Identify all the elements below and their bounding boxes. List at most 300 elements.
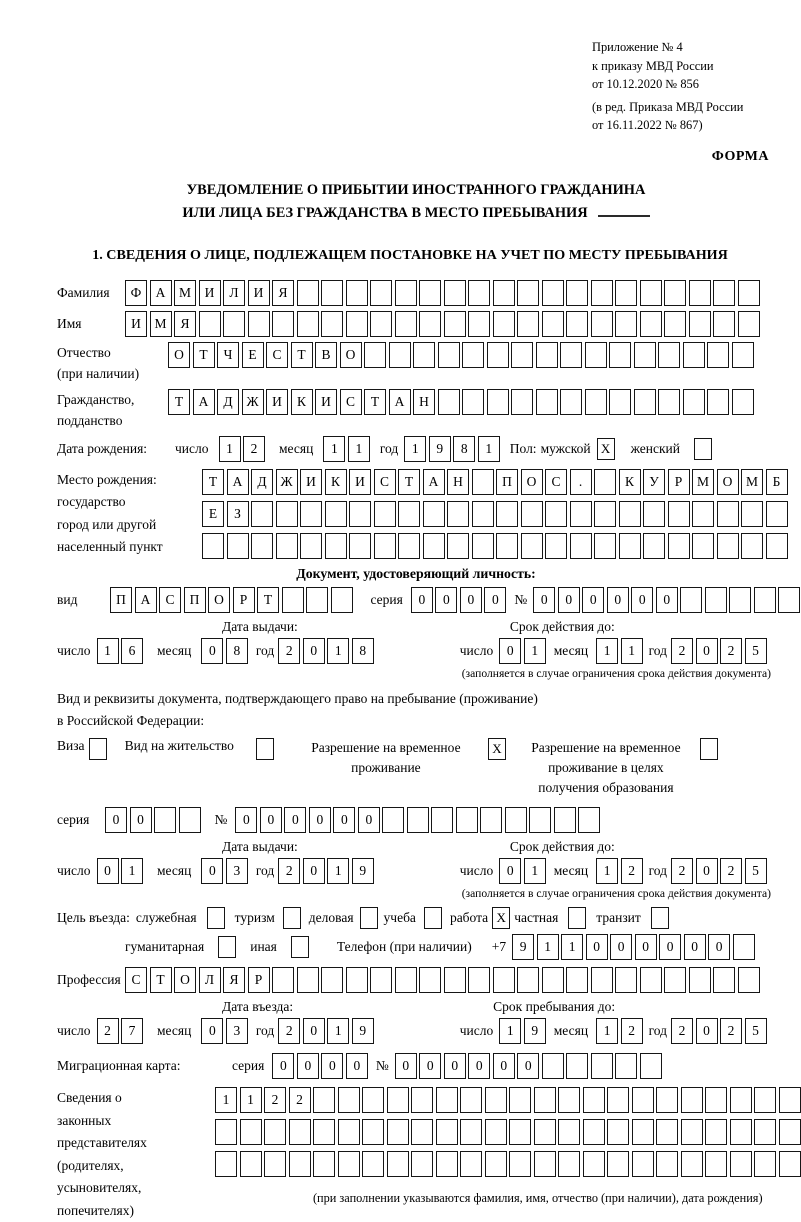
char-cell[interactable]: М — [174, 280, 196, 306]
char-cell[interactable]: 0 — [558, 587, 580, 613]
char-cell[interactable] — [297, 967, 319, 993]
char-cell[interactable] — [438, 389, 460, 415]
char-cell[interactable]: Т — [202, 469, 224, 495]
char-cell[interactable] — [681, 1087, 703, 1113]
char-cell[interactable] — [779, 1151, 801, 1177]
char-cell[interactable]: 8 — [453, 436, 475, 462]
purpose-official-checkbox[interactable] — [207, 907, 225, 929]
char-cell[interactable] — [656, 1119, 678, 1145]
char-cell[interactable] — [754, 1119, 776, 1145]
char-cell[interactable]: 1 — [499, 1018, 521, 1044]
char-cell[interactable]: 1 — [327, 638, 349, 664]
char-cell[interactable] — [738, 311, 760, 337]
char-cell[interactable] — [615, 967, 637, 993]
char-cell[interactable] — [264, 1119, 286, 1145]
char-cell[interactable] — [179, 807, 201, 833]
char-cell[interactable]: П — [496, 469, 518, 495]
char-cell[interactable]: 0 — [708, 934, 730, 960]
char-cell[interactable] — [272, 967, 294, 993]
char-cell[interactable] — [732, 342, 754, 368]
char-cell[interactable]: В — [315, 342, 337, 368]
char-cell[interactable]: У — [643, 469, 665, 495]
residence-permit-checkbox[interactable] — [256, 738, 274, 760]
char-cell[interactable]: 0 — [635, 934, 657, 960]
entry-day-boxes[interactable] — [97, 1018, 144, 1044]
char-cell[interactable] — [289, 1151, 311, 1177]
char-cell[interactable] — [680, 587, 702, 613]
char-cell[interactable] — [766, 501, 788, 527]
char-cell[interactable] — [511, 389, 533, 415]
char-cell[interactable] — [248, 311, 270, 337]
char-cell[interactable] — [468, 280, 490, 306]
char-cell[interactable] — [730, 1119, 752, 1145]
char-cell[interactable]: Р — [233, 587, 255, 613]
char-cell[interactable] — [640, 1053, 662, 1079]
char-cell[interactable] — [754, 1087, 776, 1113]
char-cell[interactable] — [215, 1119, 237, 1145]
char-cell[interactable] — [779, 1119, 801, 1145]
representatives-row1-boxes[interactable] — [215, 1087, 801, 1113]
char-cell[interactable] — [346, 967, 368, 993]
stay-day-boxes[interactable] — [499, 1018, 546, 1044]
char-cell[interactable] — [215, 1151, 237, 1177]
char-cell[interactable] — [223, 311, 245, 337]
char-cell[interactable] — [493, 967, 515, 993]
char-cell[interactable]: 0 — [499, 638, 521, 664]
char-cell[interactable]: 5 — [745, 638, 767, 664]
char-cell[interactable]: Я — [174, 311, 196, 337]
char-cell[interactable]: Д — [251, 469, 273, 495]
char-cell[interactable] — [583, 1119, 605, 1145]
char-cell[interactable]: С — [374, 469, 396, 495]
char-cell[interactable]: Ф — [125, 280, 147, 306]
char-cell[interactable]: П — [184, 587, 206, 613]
char-cell[interactable] — [423, 501, 445, 527]
char-cell[interactable] — [615, 311, 637, 337]
char-cell[interactable] — [566, 311, 588, 337]
char-cell[interactable]: М — [150, 311, 172, 337]
char-cell[interactable]: 0 — [201, 858, 223, 884]
temp-residence-permit-checkbox[interactable]: X — [488, 738, 506, 760]
char-cell[interactable]: 0 — [517, 1053, 539, 1079]
rvp-issue-month-boxes[interactable] — [201, 858, 248, 884]
char-cell[interactable] — [738, 967, 760, 993]
char-cell[interactable]: 1 — [348, 436, 370, 462]
char-cell[interactable]: 0 — [656, 587, 678, 613]
char-cell[interactable] — [643, 501, 665, 527]
char-cell[interactable] — [389, 342, 411, 368]
char-cell[interactable] — [607, 1119, 629, 1145]
char-cell[interactable] — [370, 967, 392, 993]
purpose-business-checkbox[interactable] — [360, 907, 378, 929]
char-cell[interactable]: С — [266, 342, 288, 368]
char-cell[interactable]: 0 — [696, 858, 718, 884]
char-cell[interactable]: 0 — [444, 1053, 466, 1079]
char-cell[interactable] — [227, 533, 249, 559]
char-cell[interactable]: И — [125, 311, 147, 337]
char-cell[interactable]: 0 — [235, 807, 257, 833]
doc-kind-boxes[interactable] — [110, 587, 353, 613]
doc-issue-day-boxes[interactable] — [97, 638, 144, 664]
char-cell[interactable] — [583, 1087, 605, 1113]
char-cell[interactable]: С — [340, 389, 362, 415]
char-cell[interactable]: З — [227, 501, 249, 527]
char-cell[interactable] — [585, 342, 607, 368]
char-cell[interactable]: 3 — [226, 858, 248, 884]
char-cell[interactable] — [707, 389, 729, 415]
doc-issue-month-boxes[interactable] — [201, 638, 248, 664]
purpose-other-checkbox[interactable] — [291, 936, 309, 958]
char-cell[interactable] — [485, 1151, 507, 1177]
char-cell[interactable] — [387, 1151, 409, 1177]
char-cell[interactable] — [472, 501, 494, 527]
char-cell[interactable] — [398, 501, 420, 527]
char-cell[interactable] — [338, 1087, 360, 1113]
char-cell[interactable] — [689, 280, 711, 306]
char-cell[interactable] — [741, 501, 763, 527]
char-cell[interactable] — [387, 1087, 409, 1113]
char-cell[interactable]: С — [159, 587, 181, 613]
char-cell[interactable] — [487, 342, 509, 368]
rvp-expiry-day-boxes[interactable] — [499, 858, 546, 884]
char-cell[interactable]: Т — [291, 342, 313, 368]
purpose-work-checkbox[interactable]: X — [492, 907, 510, 929]
doc-expiry-day-boxes[interactable] — [499, 638, 546, 664]
char-cell[interactable]: С — [545, 469, 567, 495]
rvp-issue-year-boxes[interactable] — [278, 858, 374, 884]
char-cell[interactable]: 1 — [596, 858, 618, 884]
char-cell[interactable]: 0 — [499, 858, 521, 884]
char-cell[interactable] — [411, 1151, 433, 1177]
char-cell[interactable] — [419, 311, 441, 337]
char-cell[interactable] — [346, 311, 368, 337]
char-cell[interactable] — [619, 501, 641, 527]
char-cell[interactable]: 0 — [303, 1018, 325, 1044]
char-cell[interactable] — [640, 280, 662, 306]
char-cell[interactable] — [251, 501, 273, 527]
char-cell[interactable] — [692, 501, 714, 527]
char-cell[interactable] — [534, 1151, 556, 1177]
char-cell[interactable]: Т — [398, 469, 420, 495]
char-cell[interactable] — [480, 807, 502, 833]
char-cell[interactable]: О — [340, 342, 362, 368]
char-cell[interactable] — [447, 501, 469, 527]
char-cell[interactable] — [733, 934, 755, 960]
char-cell[interactable]: С — [125, 967, 147, 993]
char-cell[interactable] — [349, 501, 371, 527]
char-cell[interactable]: 0 — [435, 587, 457, 613]
char-cell[interactable] — [300, 533, 322, 559]
char-cell[interactable]: Е — [202, 501, 224, 527]
char-cell[interactable]: К — [291, 389, 313, 415]
char-cell[interactable] — [634, 342, 656, 368]
char-cell[interactable] — [362, 1087, 384, 1113]
char-cell[interactable]: 2 — [720, 638, 742, 664]
char-cell[interactable] — [362, 1151, 384, 1177]
char-cell[interactable] — [658, 342, 680, 368]
char-cell[interactable] — [729, 587, 751, 613]
char-cell[interactable]: 0 — [582, 587, 604, 613]
char-cell[interactable] — [387, 1119, 409, 1145]
char-cell[interactable]: 5 — [745, 858, 767, 884]
char-cell[interactable]: Н — [447, 469, 469, 495]
char-cell[interactable] — [472, 469, 494, 495]
char-cell[interactable] — [289, 1119, 311, 1145]
char-cell[interactable] — [692, 533, 714, 559]
char-cell[interactable] — [730, 1151, 752, 1177]
char-cell[interactable] — [472, 533, 494, 559]
char-cell[interactable] — [509, 1119, 531, 1145]
char-cell[interactable] — [456, 807, 478, 833]
visa-checkbox[interactable] — [89, 738, 107, 760]
char-cell[interactable] — [607, 1151, 629, 1177]
char-cell[interactable] — [282, 587, 304, 613]
char-cell[interactable]: Д — [217, 389, 239, 415]
char-cell[interactable] — [325, 501, 347, 527]
char-cell[interactable] — [681, 1119, 703, 1145]
char-cell[interactable] — [496, 501, 518, 527]
char-cell[interactable]: 2 — [720, 1018, 742, 1044]
char-cell[interactable] — [300, 501, 322, 527]
char-cell[interactable] — [558, 1087, 580, 1113]
char-cell[interactable]: О — [208, 587, 230, 613]
surname-boxes[interactable] — [125, 280, 760, 306]
char-cell[interactable] — [460, 1087, 482, 1113]
char-cell[interactable]: И — [266, 389, 288, 415]
char-cell[interactable] — [560, 389, 582, 415]
char-cell[interactable] — [570, 501, 592, 527]
purpose-tourism-checkbox[interactable] — [283, 907, 301, 929]
char-cell[interactable] — [431, 807, 453, 833]
char-cell[interactable] — [436, 1119, 458, 1145]
char-cell[interactable] — [276, 501, 298, 527]
char-cell[interactable]: Т — [168, 389, 190, 415]
char-cell[interactable] — [521, 501, 543, 527]
char-cell[interactable] — [619, 533, 641, 559]
char-cell[interactable] — [643, 533, 665, 559]
char-cell[interactable]: 9 — [524, 1018, 546, 1044]
char-cell[interactable] — [732, 389, 754, 415]
char-cell[interactable] — [468, 967, 490, 993]
char-cell[interactable]: А — [150, 280, 172, 306]
char-cell[interactable]: 2 — [621, 1018, 643, 1044]
char-cell[interactable] — [349, 533, 371, 559]
rvp-issue-day-boxes[interactable] — [97, 858, 144, 884]
char-cell[interactable] — [730, 1087, 752, 1113]
char-cell[interactable]: 0 — [696, 1018, 718, 1044]
rvp-series-boxes[interactable] — [105, 807, 201, 833]
char-cell[interactable] — [297, 311, 319, 337]
char-cell[interactable] — [338, 1151, 360, 1177]
char-cell[interactable] — [591, 1053, 613, 1079]
char-cell[interactable]: 0 — [333, 807, 355, 833]
char-cell[interactable] — [407, 807, 429, 833]
char-cell[interactable] — [566, 280, 588, 306]
char-cell[interactable] — [713, 280, 735, 306]
char-cell[interactable]: 0 — [610, 934, 632, 960]
char-cell[interactable] — [591, 311, 613, 337]
char-cell[interactable] — [558, 1151, 580, 1177]
char-cell[interactable] — [713, 311, 735, 337]
char-cell[interactable] — [570, 533, 592, 559]
char-cell[interactable] — [493, 280, 515, 306]
char-cell[interactable]: 2 — [621, 858, 643, 884]
char-cell[interactable]: Т — [150, 967, 172, 993]
char-cell[interactable]: 5 — [745, 1018, 767, 1044]
char-cell[interactable]: 3 — [226, 1018, 248, 1044]
char-cell[interactable] — [321, 967, 343, 993]
char-cell[interactable]: 1 — [240, 1087, 262, 1113]
char-cell[interactable]: 0 — [303, 638, 325, 664]
rvp-number-boxes[interactable] — [235, 807, 600, 833]
char-cell[interactable]: 0 — [321, 1053, 343, 1079]
char-cell[interactable] — [395, 280, 417, 306]
char-cell[interactable] — [664, 280, 686, 306]
char-cell[interactable]: 8 — [352, 638, 374, 664]
char-cell[interactable]: М — [692, 469, 714, 495]
char-cell[interactable]: 1 — [404, 436, 426, 462]
char-cell[interactable] — [485, 1087, 507, 1113]
char-cell[interactable]: 2 — [243, 436, 265, 462]
char-cell[interactable]: 1 — [323, 436, 345, 462]
char-cell[interactable] — [321, 311, 343, 337]
char-cell[interactable]: 2 — [97, 1018, 119, 1044]
char-cell[interactable]: 8 — [226, 638, 248, 664]
birth-month-boxes[interactable] — [323, 436, 370, 462]
char-cell[interactable] — [536, 342, 558, 368]
char-cell[interactable] — [517, 280, 539, 306]
char-cell[interactable] — [444, 311, 466, 337]
char-cell[interactable]: 2 — [289, 1087, 311, 1113]
char-cell[interactable] — [591, 967, 613, 993]
char-cell[interactable] — [313, 1087, 335, 1113]
char-cell[interactable]: 0 — [395, 1053, 417, 1079]
char-cell[interactable] — [460, 1119, 482, 1145]
char-cell[interactable]: 0 — [659, 934, 681, 960]
char-cell[interactable]: 1 — [327, 1018, 349, 1044]
rvp-expiry-year-boxes[interactable] — [671, 858, 767, 884]
char-cell[interactable] — [585, 389, 607, 415]
entry-year-boxes[interactable] — [278, 1018, 374, 1044]
char-cell[interactable] — [419, 280, 441, 306]
char-cell[interactable]: 2 — [278, 858, 300, 884]
char-cell[interactable]: 1 — [327, 858, 349, 884]
char-cell[interactable]: 1 — [478, 436, 500, 462]
char-cell[interactable] — [297, 280, 319, 306]
char-cell[interactable] — [436, 1087, 458, 1113]
char-cell[interactable]: 0 — [460, 587, 482, 613]
char-cell[interactable] — [542, 1053, 564, 1079]
char-cell[interactable]: К — [619, 469, 641, 495]
purpose-study-checkbox[interactable] — [424, 907, 442, 929]
char-cell[interactable]: К — [325, 469, 347, 495]
char-cell[interactable] — [370, 311, 392, 337]
representatives-row2-boxes[interactable] — [215, 1119, 801, 1145]
char-cell[interactable] — [370, 280, 392, 306]
char-cell[interactable]: Т — [193, 342, 215, 368]
char-cell[interactable] — [607, 1087, 629, 1113]
char-cell[interactable] — [594, 533, 616, 559]
char-cell[interactable] — [591, 280, 613, 306]
purpose-transit-checkbox[interactable] — [651, 907, 669, 929]
representatives-row3-boxes[interactable] — [215, 1151, 801, 1177]
char-cell[interactable] — [460, 1151, 482, 1177]
char-cell[interactable] — [705, 1087, 727, 1113]
char-cell[interactable]: 2 — [671, 1018, 693, 1044]
char-cell[interactable] — [542, 967, 564, 993]
char-cell[interactable]: Р — [248, 967, 270, 993]
char-cell[interactable] — [741, 533, 763, 559]
char-cell[interactable]: И — [315, 389, 337, 415]
char-cell[interactable]: 1 — [561, 934, 583, 960]
char-cell[interactable] — [240, 1119, 262, 1145]
char-cell[interactable] — [566, 967, 588, 993]
char-cell[interactable]: 1 — [97, 638, 119, 664]
char-cell[interactable] — [578, 807, 600, 833]
char-cell[interactable]: О — [521, 469, 543, 495]
char-cell[interactable]: Р — [668, 469, 690, 495]
char-cell[interactable] — [658, 389, 680, 415]
char-cell[interactable]: А — [227, 469, 249, 495]
char-cell[interactable] — [487, 389, 509, 415]
char-cell[interactable] — [668, 533, 690, 559]
char-cell[interactable] — [754, 1151, 776, 1177]
char-cell[interactable]: О — [717, 469, 739, 495]
stay-month-boxes[interactable] — [596, 1018, 643, 1044]
char-cell[interactable] — [632, 1119, 654, 1145]
doc-expiry-year-boxes[interactable] — [671, 638, 767, 664]
char-cell[interactable] — [382, 807, 404, 833]
char-cell[interactable] — [251, 533, 273, 559]
char-cell[interactable]: 0 — [346, 1053, 368, 1079]
char-cell[interactable]: 1 — [219, 436, 241, 462]
char-cell[interactable]: 1 — [524, 858, 546, 884]
doc-expiry-month-boxes[interactable] — [596, 638, 643, 664]
char-cell[interactable] — [542, 311, 564, 337]
char-cell[interactable]: О — [174, 967, 196, 993]
char-cell[interactable] — [505, 807, 527, 833]
male-checkbox[interactable]: X — [597, 438, 615, 460]
female-checkbox[interactable] — [694, 438, 712, 460]
char-cell[interactable] — [683, 342, 705, 368]
char-cell[interactable] — [705, 587, 727, 613]
char-cell[interactable] — [766, 533, 788, 559]
char-cell[interactable]: И — [248, 280, 270, 306]
char-cell[interactable]: 9 — [512, 934, 534, 960]
char-cell[interactable] — [542, 280, 564, 306]
char-cell[interactable]: 0 — [533, 587, 555, 613]
char-cell[interactable] — [529, 807, 551, 833]
char-cell[interactable] — [554, 807, 576, 833]
char-cell[interactable] — [509, 1087, 531, 1113]
char-cell[interactable] — [521, 533, 543, 559]
char-cell[interactable] — [395, 311, 417, 337]
char-cell[interactable] — [199, 311, 221, 337]
char-cell[interactable] — [545, 533, 567, 559]
char-cell[interactable] — [594, 501, 616, 527]
phone-boxes[interactable] — [512, 934, 755, 960]
char-cell[interactable]: 0 — [631, 587, 653, 613]
char-cell[interactable]: Л — [199, 967, 221, 993]
char-cell[interactable]: 0 — [468, 1053, 490, 1079]
char-cell[interactable] — [615, 1053, 637, 1079]
char-cell[interactable] — [656, 1151, 678, 1177]
char-cell[interactable]: 2 — [278, 638, 300, 664]
char-cell[interactable]: Ж — [276, 469, 298, 495]
char-cell[interactable] — [534, 1119, 556, 1145]
char-cell[interactable] — [634, 389, 656, 415]
char-cell[interactable] — [717, 501, 739, 527]
